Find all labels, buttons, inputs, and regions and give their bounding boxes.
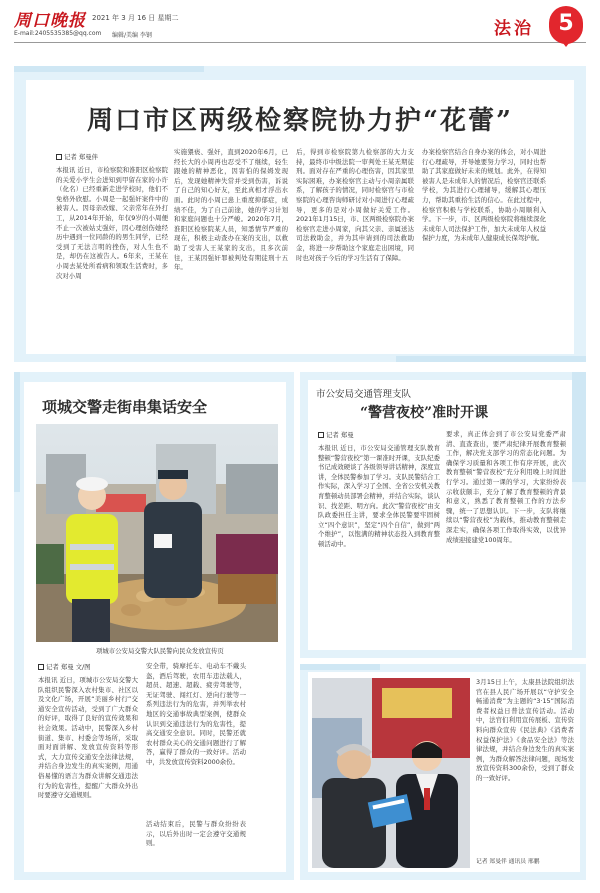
- article3-col2: 要求，真正体会到了市公安局党委严肃清、直查查出，要严肃纪律开展教育整顿工作，解决党支部学习的常态化问题。为确保学习质量和各项工作有序开展，此次教育整顿“警营夜校”充分利用晚上时间进行学习。通过第一课的学习，大家纷纷表示收获颇丰，充分了解了教育整顿的背景和意义，熟悉了教育整顿工作的方法步骤，统一了思想认识。下一步，支队将继续以“警营夜校”为载体，推动教育整顿走深走实，确保各项工作取得实效，以优异成绩迎接建党100周年。: [446, 430, 566, 544]
- article3-headline: “警营夜校”准时开课: [360, 405, 489, 421]
- court-publicity-photo: [312, 678, 470, 868]
- article1-headline: 周口市区两级检察院协力护“花蕾”: [87, 106, 513, 136]
- article2-corner: [14, 372, 20, 492]
- newspaper-logo: 周口晚报: [14, 11, 86, 31]
- article1-corner-bottom: [396, 356, 586, 362]
- article1-col1: 本报讯 近日，市检察院和淮阳区检察院的关爱小学生会进知到甲留在家的小许（化名）已经重新走进学校时，他们不免格外欣慰。小周是一起强奸案件中的被害人。因母亲改嫁、父亲常年在外打工，从2014年开始，年仅9岁的小周便不止一次被姑丈强奸，因心理创伤她经历中遇到一位同龄的的男生同学，已经受到了无法言明的挫伤，对人生也不是，却仍在这被告人。6年来，王某在小周去某处所看病和领取生活费时，多次对小周: [56, 166, 168, 280]
- article1-col2: 实施猥亵、强奸，直到2020年6月，已经长大的小周再也忍受不了继续，轻生跟她的精神恶化，因害怕的保姆发现后，发现她精神失常并受到伤害，诉说了自己的知心好友，至此真相才浮出水面。此时的小周已患上重度抑郁症，成绩不佳，为了自己前途，她的学习计划和家庭问题也十分严峻。2020年7月，淮阳区检察院某人员，知悉情节严重的现在，积极主动查办在案的支出，以救助了受害人王某家的支出，且多次前往，王某因强奸罪被判处有期徒刑十五年。: [174, 148, 288, 272]
- page-number-badge: 5: [549, 6, 583, 44]
- article2-photo-caption: 项城市公安局交警大队民警向民众发放宣传页: [96, 647, 224, 655]
- article3-kicker: 市公安局交通管理支队: [316, 389, 412, 400]
- article2-col1: 本报讯 近日，项城市公安局交警大队组织民警深入农村集市、社区以及文化广场，开展“美丽乡村行”交通安全宣传活动，受到了广大群众的好评，取得了良好的宣传效果和社会效果。活动中，民警深入乡村街道、集市、村委会等场所，采取面对面讲解、发放宣传资料等形式，大力宣传交通安全法律法规，并结合身边发生的真实案例，用通俗易懂的语言为群众讲解交通违法行为的危害性，提醒广大群众外出时要遵守交通规则。: [38, 676, 138, 800]
- article1-col3: 后，得到市检察院第九检察部的大力支持，最终市中级法院一审判处王某无期徒刑。面对存在严重的心理伤害，因其家里实际困难，办案检察官主动与小周亲属联系，了解孩子的情况，同时检察官与市检察院的心理咨询师研讨对小周进行心理疏导，更多的是对小周做好关爱工作。2021年1月15日，市、区两级检察院办案检察官走进小周家，向其父亲、亲属送达司法救助金，并为其申请到的司法救助金，将进一步帮助这个家庭走出困境，同时也对孩子今后的学习生活有了保障。: [296, 148, 414, 262]
- article2-headline: 项城交警走街串集话安全: [42, 398, 208, 416]
- contact-email: E-mail:2405535385@qq.com: [14, 30, 102, 37]
- article2-photo: [36, 424, 278, 642]
- article1-corner-top: [14, 66, 204, 72]
- masthead: [0, 0, 600, 62]
- article2-col2: 安全带，骑摩托车、电动车不戴头盔，酒后驾驶，农用车违法载人，超员、超速、超载、疲劳驾驶等，无证驾驶、闯红灯、逆向行驶等一系列违法行为的危害，并列举农村地区的交通事故典型案例，使群众认识到交通违法行为的危害性，提高交通安全意识。同时，民警还就农村群众关心的交通问题进行了解答，赢得了群众的一致好评。活动中，共发放宣传资料2000余份。: [146, 662, 246, 766]
- article1-byline-text: 记者 郑曼伴: [64, 153, 98, 161]
- article3-byline-text: 记者 郑曼: [326, 431, 354, 439]
- masthead-rule: [14, 42, 586, 43]
- editor-credit: 编辑/美编 李钢: [112, 32, 152, 39]
- article3-byline: [318, 430, 354, 439]
- article3-corner: [572, 372, 586, 482]
- article4-corner: [300, 664, 380, 670]
- article4-col1: 3月15日上午，太康县法院组织法官在县人民广场开展以“守护安全 畅通消费”为主题的“3·15”国际消费者权益日普法宣传活动。活动中，法官们利用宣传展板、宣传资料向群众宣传《民法典》《消费者权益保护法》《食品安全法》等法律法规，并结合身边发生的真实案例，为群众解答法律问题，现场发放宣传资料300余份，受到了群众的一致好评。: [476, 678, 574, 782]
- issue-date: 2021 年 3 月 16 日 星期二: [92, 14, 179, 22]
- article2-col3: 活动结束后，民警与群众纷纷表示，以后外出时一定会遵守交通规则。: [146, 820, 246, 848]
- article1-byline: [56, 152, 98, 161]
- article1-col4: 办案检察官结合自身办案的体会，对小周进行心理疏导，开导她要努力学习，同时也帮助了其家庭做好未来的规划。此外，在得知被害人是未成年人的情况后，检察官还联系学校，为其进行心理辅导，缓解其心理压力，帮助其重拾生活的信心。在此过程中，检察官积极与学校联系，协助小周顺利入学。下一步，市、区两级检察院将继续深化未成年人司法保护工作，加大未成年人权益保护力度，为未成年人健康成长保驾护航。: [422, 148, 546, 243]
- article2-byline-text: 记者 郑曼 文/图: [46, 663, 91, 671]
- article3-col1: 本报讯 近日，市公安局交通管理支队教育整顿“警营夜校”第一课准时开课，支队纪委书记成效硬谈了各级领导讲话精神，深度宣讲，全体民警参加了学习。支队民警结合工作实际，深入学习了全国、全省公安机关教育整顿动员部署会精神，并结合实际，谈认识、找差距、明方向。此次“警营夜校”由支队政委担任主讲，要求全体民警要牢固树立“四个意识”，坚定“四个自信”，做到“两个维护”，以饱满的精神状态投入到教育整顿活动中。: [318, 444, 440, 548]
- traffic-police-photo: [36, 424, 278, 642]
- section-title: 法治: [494, 19, 534, 39]
- article4-byline: 记者 郑曼伴 通讯员 邢鹏: [476, 859, 540, 865]
- article2-byline: [38, 662, 91, 671]
- article4-photo: [312, 678, 470, 868]
